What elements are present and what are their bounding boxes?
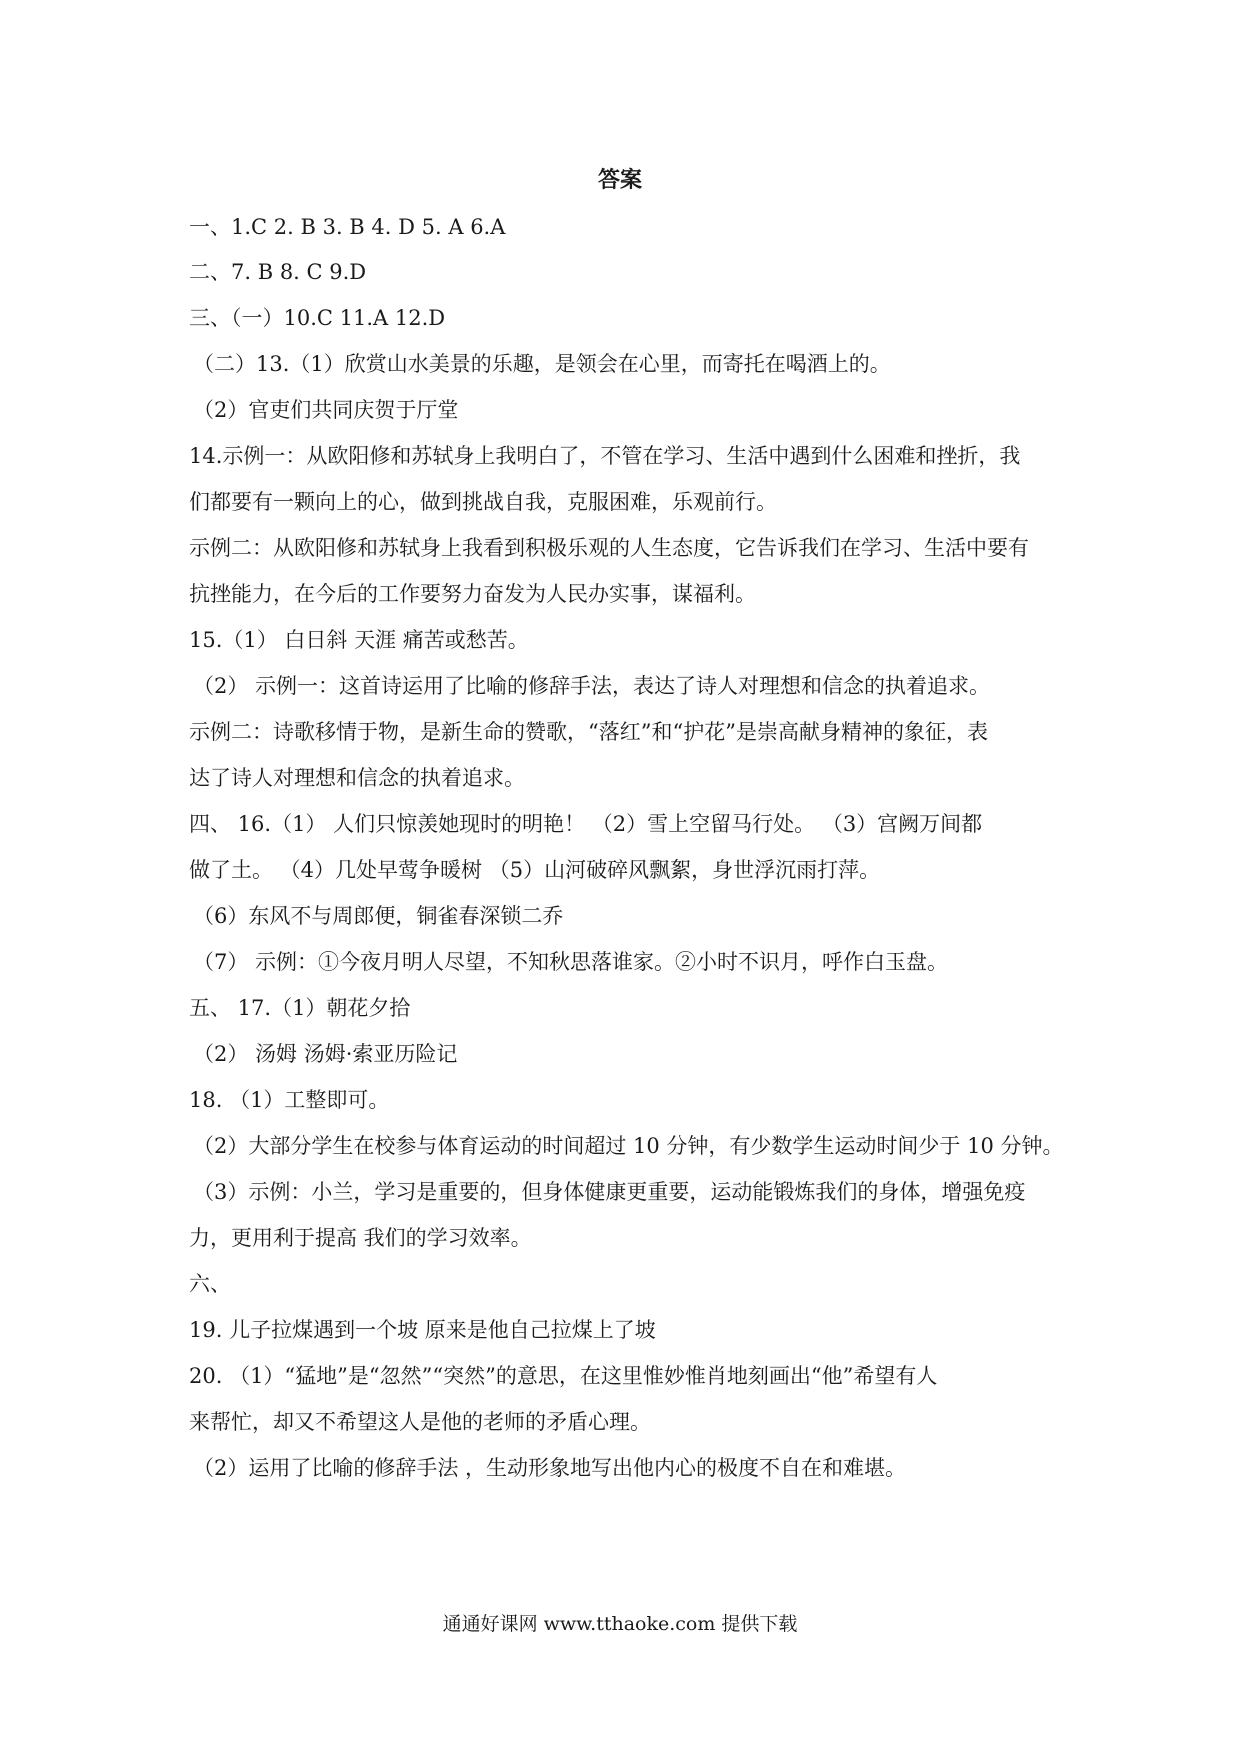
- answer-line-q14-a: 14.示例一：从欧阳修和苏轼身上我明白了，不管在学习、生活中遇到什么困难和挫折，我: [189, 444, 1021, 468]
- answer-line-q16-a: 四、 16.（1） 人们只惊羡她现时的明艳！ （2）雪上空留马行处。 （3）宫阙万间都: [189, 812, 983, 836]
- answer-line-section-5: 五、 17.（1）朝花夕拾: [189, 996, 411, 1020]
- answer-line-q18-2: （2）大部分学生在校参与体育运动的时间超过 10 分钟，有少数学生运动时间少于 10 分钟。: [193, 1134, 1064, 1158]
- answer-line-q20-1b: 来帮忙，却又不希望这人是他的老师的矛盾心理。: [189, 1410, 651, 1434]
- page-title: 答案: [597, 168, 642, 193]
- answer-line-section-3: 三、（一）10.C 11.A 12.D: [189, 306, 446, 330]
- page-footer: 通通好课网 www.tthaoke.com 提供下载: [442, 1613, 798, 1635]
- answer-line-section-6: 六、: [189, 1272, 231, 1296]
- answer-line-q14-b: 们都要有一颗向上的心，做到挑战自我，克服困难，乐观前行。: [189, 490, 777, 514]
- answer-line-q20-2: （2）运用了比喻的修辞手法 ，生动形象地写出他内心的极度不自在和难堪。: [193, 1456, 907, 1480]
- answer-line-q17-2: （2） 汤姆 汤姆·索亚历险记: [193, 1042, 458, 1066]
- answer-line-q15-c: 示例二：诗歌移情于物，是新生命的赞歌，“落红”和“护花”是崇高献身精神的象征，表: [189, 720, 988, 744]
- answer-line-q14-c: 示例二：从欧阳修和苏轼身上我看到积极乐观的人生态度，它告诉我们在学习、生活中要有: [189, 536, 1029, 560]
- answer-line-q16-b: 做了土。 （4）几处早莺争暖树 （5）山河破碎风飘絮，身世浮沉雨打萍。: [189, 858, 881, 882]
- answer-line-q13-1: （二）13.（1）欣赏山水美景的乐趣，是领会在心里，而寄托在喝酒上的。: [193, 352, 891, 376]
- answer-line-q15-1: 15.（1） 白日斜 天涯 痛苦或愁苦。: [189, 628, 529, 652]
- answer-line-q18-1: 18. （1）工整即可。: [189, 1088, 390, 1112]
- answer-line-q18-3: （3）示例：小兰，学习是重要的，但身体健康更重要，运动能锻炼我们的身体，增强免疫: [193, 1180, 1026, 1204]
- answer-line-q15-2: （2） 示例一：这首诗运用了比喻的修辞手法，表达了诗人对理想和信念的执着追求。: [193, 674, 991, 698]
- answer-line-q16-6: （6）东风不与周郎便，铜雀春深锁二乔: [193, 904, 564, 928]
- answer-line-q14-d: 抗挫能力，在今后的工作要努力奋发为人民办实事，谋福利。: [189, 582, 756, 606]
- answer-line-q20-1: 20. （1）“猛地”是“忽然”“突然”的意思，在这里惟妙惟肖地刻画出“他”希望有人: [189, 1364, 938, 1388]
- answer-line-q18-3b: 力，更用利于提高 我们的学习效率。: [189, 1226, 532, 1250]
- answer-line-q13-2: （2）官吏们共同庆贺于厅堂: [193, 398, 459, 422]
- answer-line-q16-7: （7） 示例：①今夜月明人尽望，不知秋思落谁家。②小时不识月，呼作白玉盘。: [193, 950, 949, 974]
- answer-line-q19: 19. 儿子拉煤遇到一个坡 原来是他自己拉煤上了坡: [189, 1318, 656, 1342]
- answer-line-q15-d: 达了诗人对理想和信念的执着追求。: [189, 766, 525, 790]
- answer-line-section-2: 二、7. B 8. C 9.D: [189, 260, 367, 284]
- answer-line-section-1: 一、1.C 2. B 3. B 4. D 5. A 6.A: [189, 215, 506, 239]
